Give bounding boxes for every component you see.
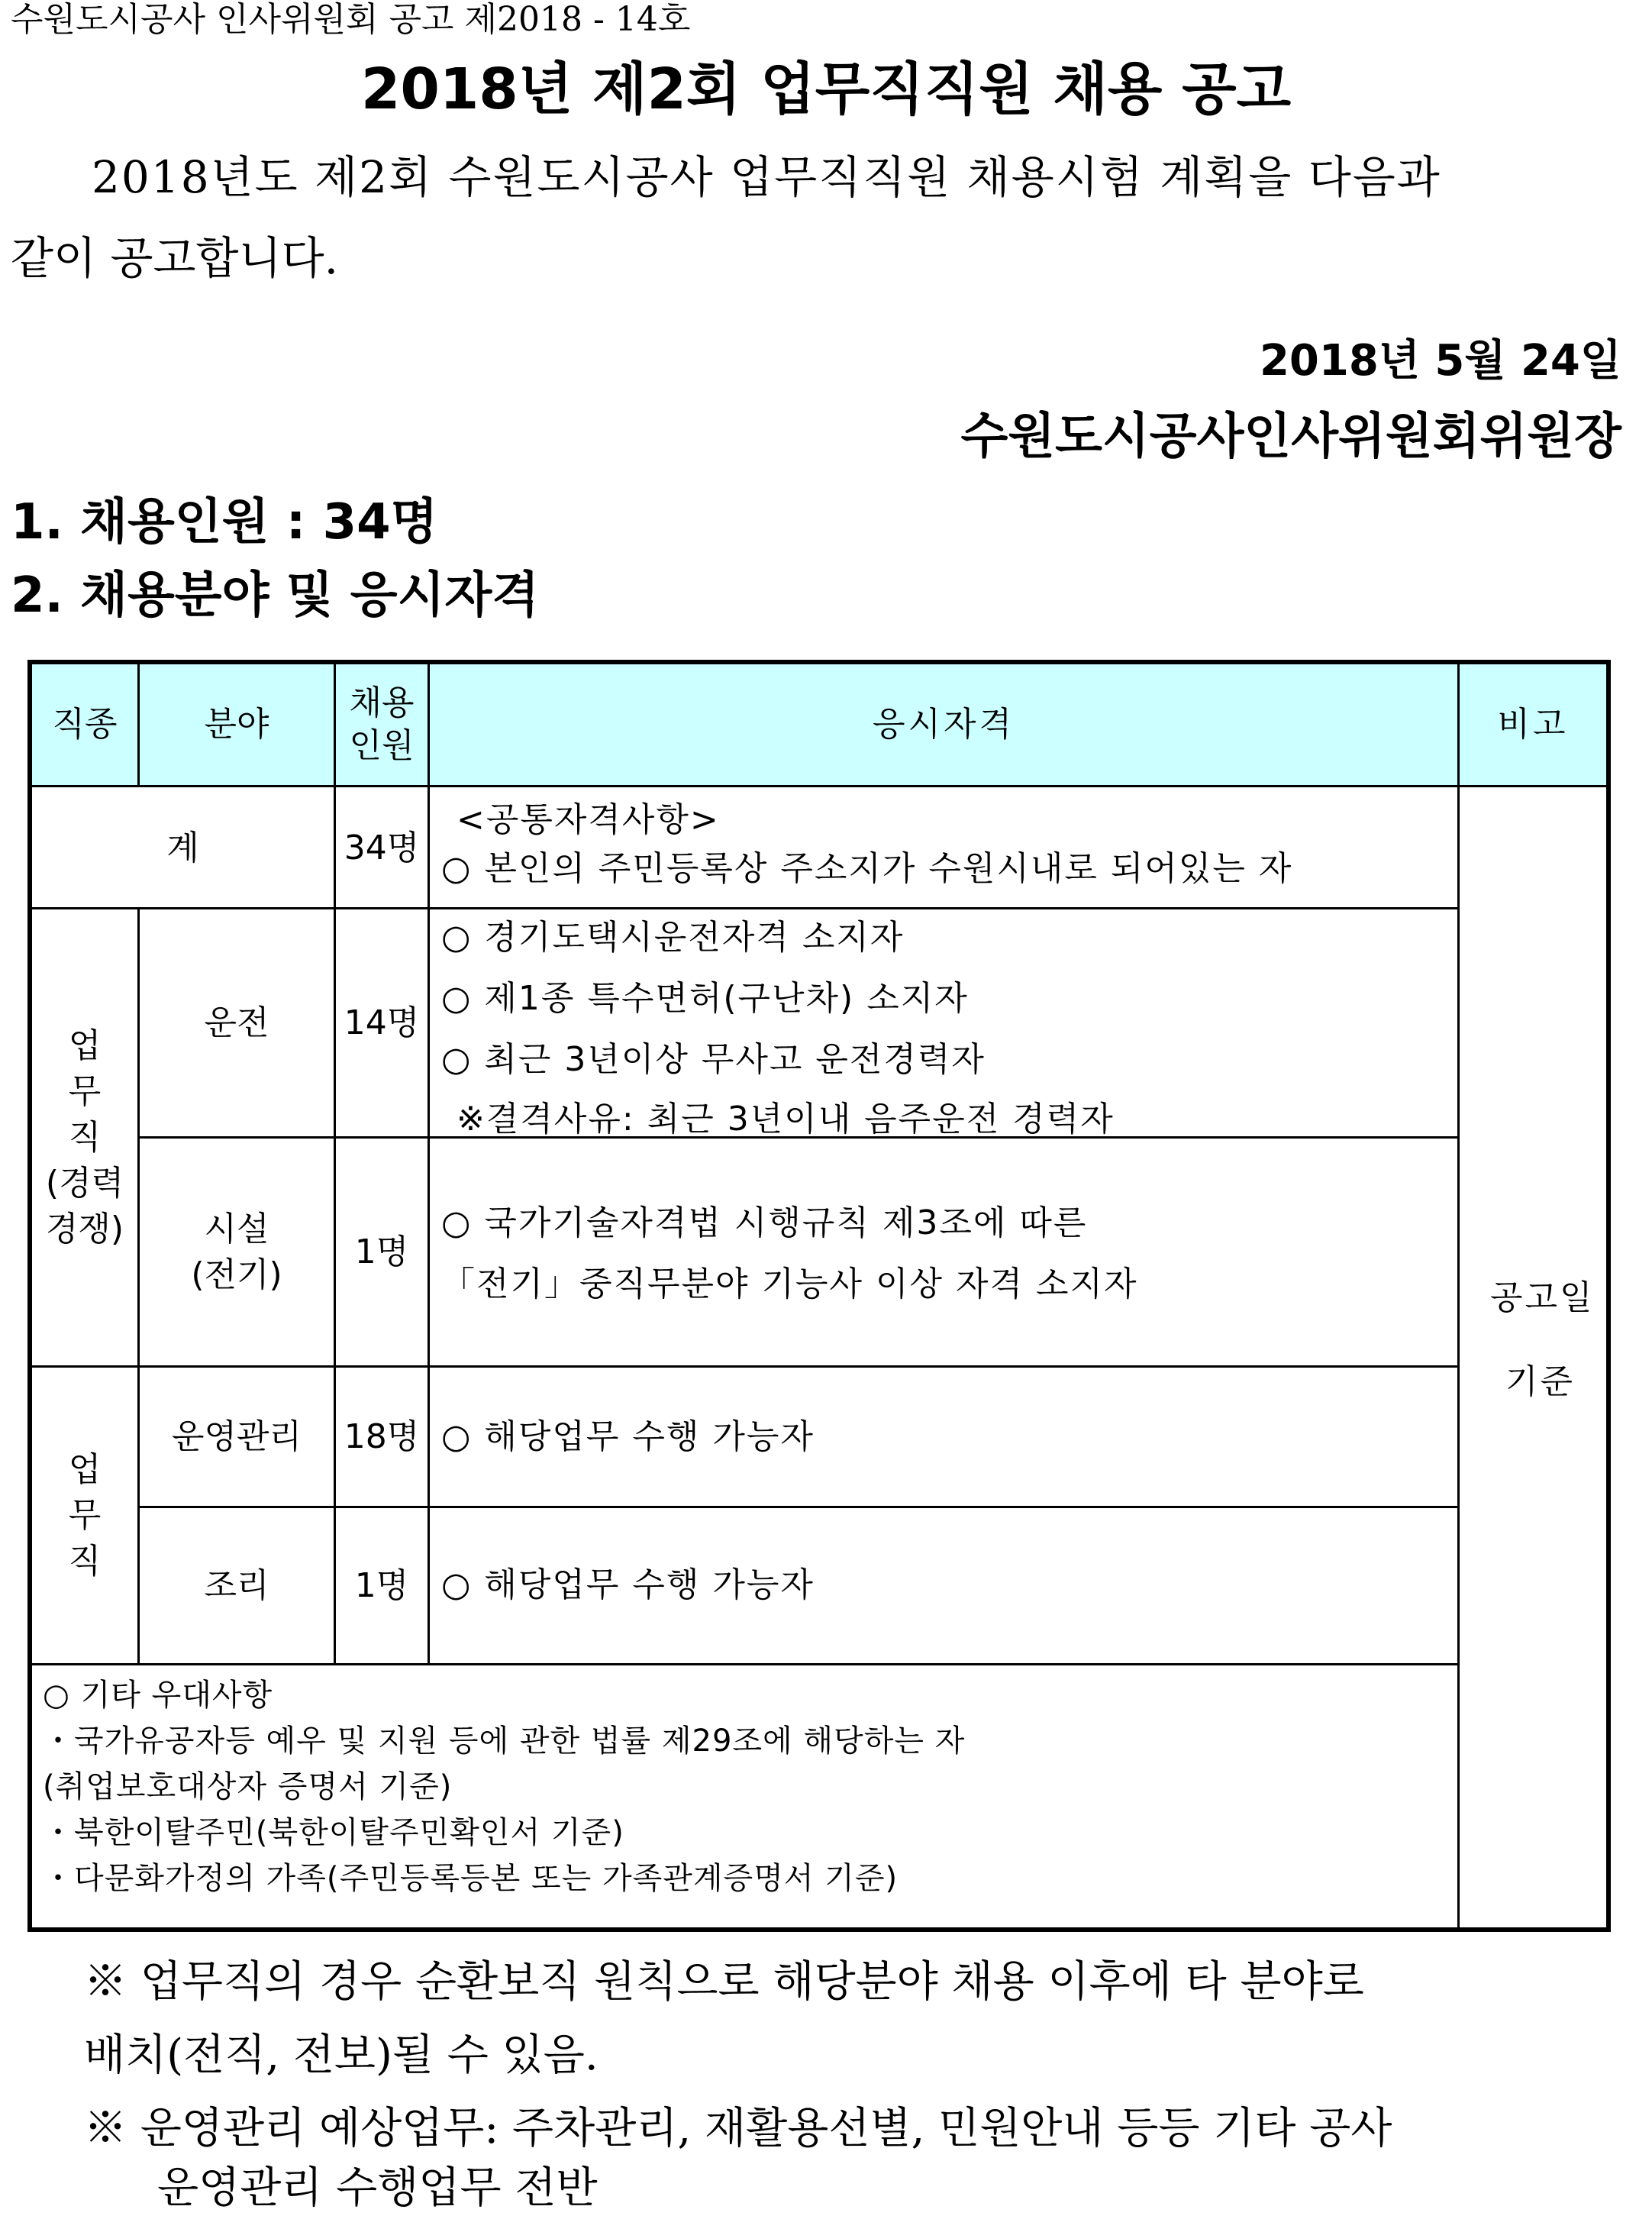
group2-type	[32, 1368, 137, 1663]
group1-type-line: 무	[68, 1071, 102, 1111]
qual-driving-4: ※결격사유: 최근 3년이내 음주운전 경력자	[457, 1100, 1115, 1139]
qual-facility-1: ○ 국가기술자격법 시행규칙 제3조에 따른	[441, 1203, 1088, 1242]
group1-type-line: 업	[68, 1026, 102, 1065]
total-label: 계	[166, 829, 199, 867]
field-cooking: 조리	[204, 1565, 269, 1605]
group2-type-line: 직	[68, 1541, 102, 1581]
preference-item: ・국가유공자등 예우 및 지원 등에 관한 법률 제29조에 해당하는 자	[43, 1723, 966, 1759]
group1-type-line: 경쟁)	[45, 1209, 124, 1249]
qual-driving-2: ○ 제1종 특수면허(구난차) 소지자	[441, 979, 969, 1018]
header-field: 분야	[204, 705, 269, 744]
qual-driving-3: ○ 최근 3년이상 무사고 운전경력자	[441, 1040, 986, 1079]
group2-type-line: 무	[68, 1495, 102, 1535]
group2-type-line: 업	[68, 1449, 102, 1489]
count-operations: 18명	[344, 1416, 420, 1456]
count-facility-electric: 1명	[354, 1232, 409, 1271]
remark-line-2: 기준	[1505, 1362, 1576, 1401]
qual-cooking: ○ 해당업무 수행 가능자	[441, 1565, 815, 1604]
group1-type-line: (경력	[45, 1163, 124, 1203]
note-2-line-1: ※ 운영관리 예상업무: 주차관리, 재활용선별, 민원안내 등등 기타 공사	[84, 2104, 1392, 2153]
qual-facility-2: 「전기」중직무분야 기능사 이상 자격 소지자	[441, 1265, 1138, 1303]
common-qualification-line: ○ 본인의 주민등록상 주소지가 수원시내로 되어있는 자	[441, 849, 1293, 888]
header-qualification: 응시자격	[872, 705, 1015, 744]
intro-line-2: 같이 공고합니다.	[11, 232, 339, 284]
preference-item: ・다문화가정의 가족(주민등록등본 또는 가족관계증명서 기준)	[43, 1861, 899, 1896]
header-count-line-2: 인원	[349, 726, 415, 765]
notice-date: 2018년 5월 24일	[1259, 336, 1621, 386]
group1-type	[32, 909, 137, 1365]
section-1-heading: 1. 채용인원 : 34명	[11, 494, 438, 551]
recruitment-table	[27, 660, 1611, 1932]
group1-type-line: 직	[68, 1117, 102, 1157]
count-cooking: 1명	[354, 1565, 409, 1605]
note-1-line-2: 배치(전직, 전보)될 수 있음.	[84, 2030, 599, 2080]
count-driving: 14명	[344, 1003, 420, 1042]
section-2-heading: 2. 채용분야 및 응시자격	[11, 567, 540, 624]
document-title: 2018년 제2회 업무직직원 채용 공고	[360, 57, 1292, 122]
issuer: 수원도시공사인사위원회위원장	[960, 409, 1621, 465]
qual-driving-1: ○ 경기도택시운전자격 소지자	[441, 918, 905, 957]
header-type: 직종	[52, 705, 118, 744]
field-facility-electric	[140, 1139, 334, 1365]
intro-line-1: 2018년도 제2회 수원도시공사 업무직직원 채용시험 계획을 다음과	[92, 151, 1441, 203]
qual-operations: ○ 해당업무 수행 가능자	[441, 1417, 815, 1456]
note-1-line-1: ※ 업무직의 경우 순환보직 원칙으로 해당분야 채용 이후에 타 분야로	[84, 1957, 1364, 2007]
note-2-line-2: 운영관리 수행업무 전반	[157, 2163, 598, 2213]
remark-line-1: 공고일	[1490, 1278, 1595, 1317]
field-facility-line: 시설	[204, 1209, 269, 1249]
header-count	[336, 664, 428, 785]
notice-number: 수원도시공사 인사위원회 공고 제2018 - 14호	[11, 0, 691, 39]
preference-title: ○ 기타 우대사항	[43, 1678, 273, 1713]
header-count-line-1: 채용	[349, 683, 415, 722]
field-driving: 운전	[204, 1003, 269, 1042]
field-facility-line: (전기)	[191, 1255, 282, 1294]
common-qualification-title: <공통자격사항>	[457, 800, 720, 839]
header-remark: 비고	[1497, 705, 1569, 744]
preference-item: ・북한이탈주민(북한이탈주민확인서 기준)	[43, 1815, 624, 1850]
total-count: 34명	[344, 829, 420, 867]
preference-item: (취업보호대상자 증명서 기준)	[43, 1769, 453, 1804]
field-operations: 운영관리	[171, 1416, 302, 1456]
